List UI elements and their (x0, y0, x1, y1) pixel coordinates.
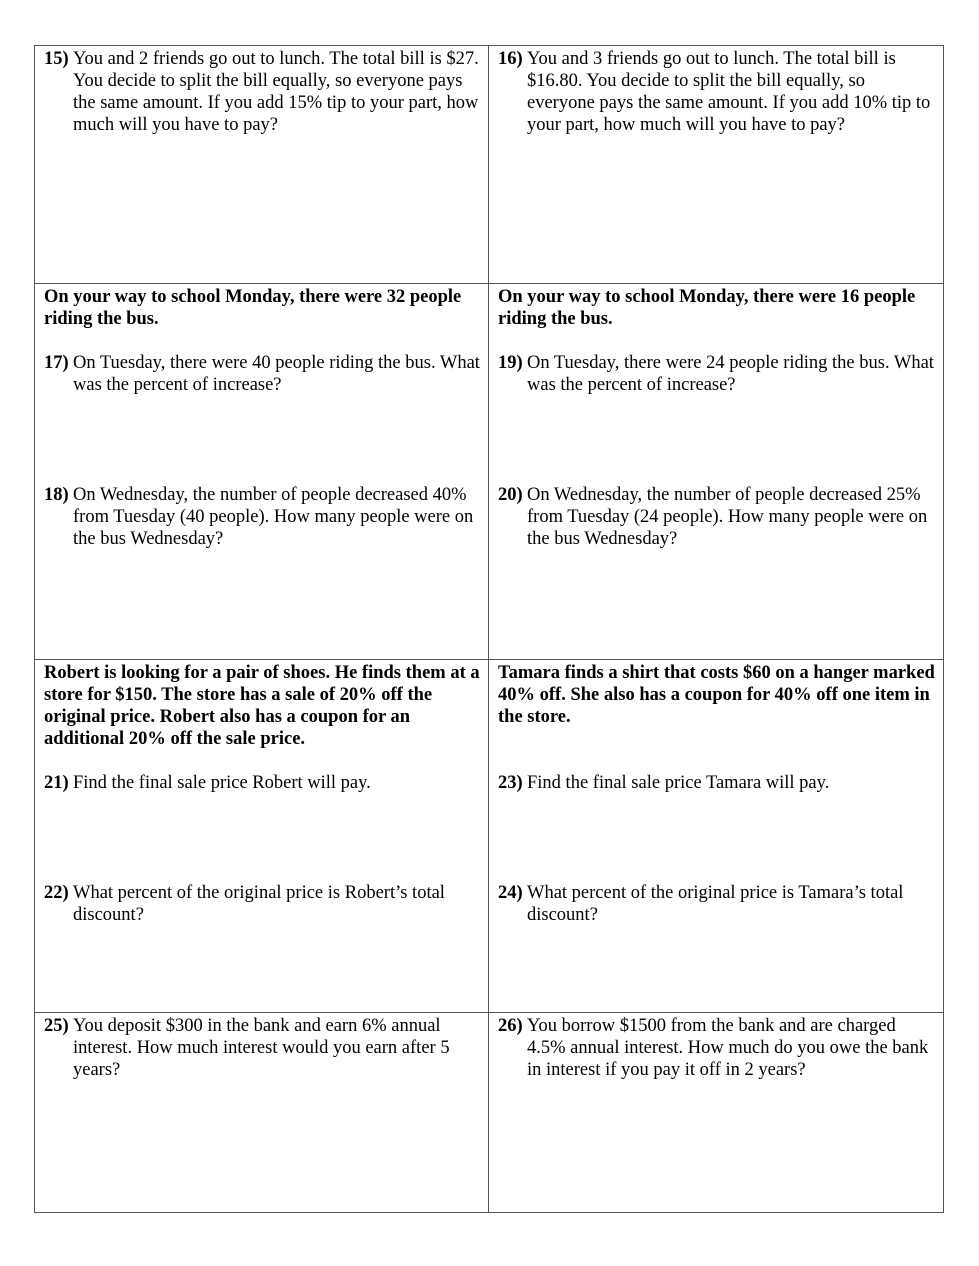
question-number: 18) (44, 485, 69, 505)
question-text: You borrow $1500 from the bank and are charged 4.5% annual interest. How much do you owe the bank in interest if you pay it off in 2 years? (527, 1016, 929, 1080)
problem-cell-25 (35, 1013, 489, 1212)
question-text: On Tuesday, there were 24 people riding the bus. What was the percent of increase? (527, 353, 934, 395)
question-15 (44, 48, 480, 136)
question-16 (498, 48, 935, 136)
question-20 (498, 484, 935, 550)
question-number: 19) (498, 353, 523, 373)
question-number: 15) (44, 49, 69, 69)
question-number: 16) (498, 49, 523, 69)
question-text: You and 3 friends go out to lunch. The total bill is $16.80. You decide to split the bill equally, so everyone pays the same amount. If you add 10% tip to your part, how much will you have to pay? (527, 49, 931, 135)
question-text: You and 2 friends go out to lunch. The total bill is $27. You decide to split the bill equally, so everyone pays the same amount. If you add 15% tip to your part, how much will you have to pay? (73, 49, 479, 135)
question-24 (498, 882, 935, 926)
question-number: 26) (498, 1016, 523, 1036)
question-text: Find the final sale price Tamara will pay. (527, 773, 830, 793)
question-text: What percent of the original price is Tamara’s total discount? (527, 883, 904, 925)
question-number: 22) (44, 883, 69, 903)
question-number: 20) (498, 485, 523, 505)
scenario-intro: On your way to school Monday, there were 32 people riding the bus. (44, 287, 462, 329)
question-19 (498, 352, 935, 396)
problem-cell-17-18 (35, 284, 489, 660)
question-text: Find the final sale price Robert will pay. (73, 773, 371, 793)
problem-cell-19-20 (489, 284, 943, 660)
question-17 (44, 352, 480, 396)
question-text: You deposit $300 in the bank and earn 6% annual interest. How much interest would you earn after 5 years? (73, 1016, 450, 1080)
question-25 (44, 1015, 480, 1081)
scenario-intro: Tamara finds a shirt that costs $60 on a hanger marked 40% off. She also has a coupon for 40% off one item in the store. (498, 663, 935, 727)
question-number: 17) (44, 353, 69, 373)
question-22 (44, 882, 480, 926)
problem-cell-15 (35, 46, 489, 284)
question-text: On Wednesday, the number of people decreased 40% from Tuesday (40 people). How many people were on the bus Wednesday? (73, 485, 474, 549)
question-26 (498, 1015, 935, 1081)
question-18 (44, 484, 480, 550)
scenario-intro: Robert is looking for a pair of shoes. He finds them at a store for $150. The store has a sale of 20% off the original price. Robert also has a coupon for an additional 20% off the sale price. (44, 663, 480, 749)
question-text: On Wednesday, the number of people decreased 25% from Tuesday (24 people). How many people were on the bus Wednesday? (527, 485, 928, 549)
scenario-intro: On your way to school Monday, there were 16 people riding the bus. (498, 287, 916, 329)
question-number: 24) (498, 883, 523, 903)
question-23 (498, 772, 935, 794)
question-number: 23) (498, 773, 523, 793)
problem-cell-26 (489, 1013, 943, 1212)
question-text: On Tuesday, there were 40 people riding the bus. What was the percent of increase? (73, 353, 480, 395)
problem-cell-23-24 (489, 660, 943, 1013)
question-text: What percent of the original price is Robert’s total discount? (73, 883, 445, 925)
question-number: 25) (44, 1016, 69, 1036)
worksheet-grid (34, 45, 944, 1213)
question-21 (44, 772, 480, 794)
problem-cell-16 (489, 46, 943, 284)
problem-cell-21-22 (35, 660, 489, 1013)
question-number: 21) (44, 773, 69, 793)
